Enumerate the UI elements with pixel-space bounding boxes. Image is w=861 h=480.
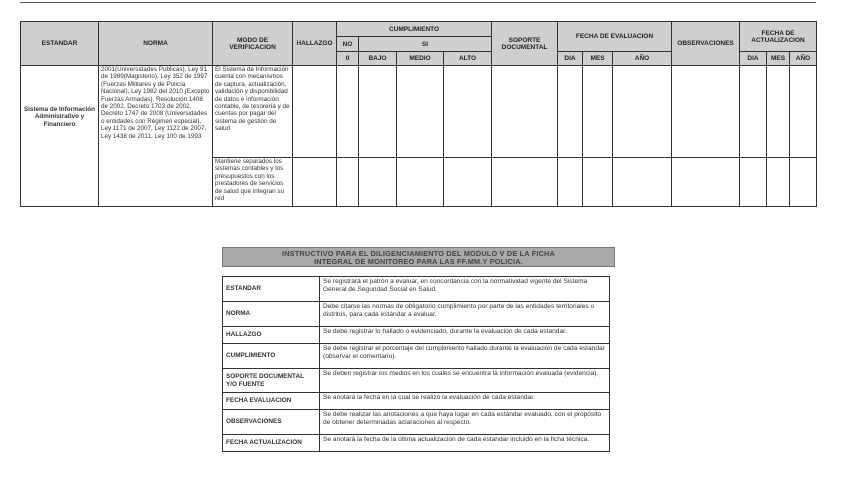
instr-desc: Se debe realizar las anotaciones a que haya lugar en cada estándar evaluado, con el propósito de obtener determinadas aclaraciones al respecto. [320, 410, 610, 435]
header-estandar: ESTANDAR [21, 22, 99, 66]
cell-no-2[interactable] [337, 158, 359, 207]
evaluation-table [20, 21, 817, 207]
instr-term: CUMPLIMIENTO [223, 344, 320, 369]
header-cumplimiento: CUMPLIMIENTO [337, 22, 492, 37]
instr-desc: Se anotará la fecha en la cual se realizó la evaluación de cada estándar. [320, 393, 610, 410]
cell-bajo-1[interactable] [359, 66, 397, 158]
instr-desc: Se registrará el patrón a evaluar, en concordancia con la normatividad vigente del Sistema General de Seguridad Social en Salud. [320, 277, 610, 302]
cell-anio-act-2[interactable] [790, 158, 817, 207]
cell-anio-1[interactable] [613, 66, 672, 158]
cell-norma: 2001(Universidades Publicas), Ley 91 de 1989(Magisterio), Ley 352 de 1997 (Fuerzas Militares y de Policía Nacional), Ley 1982 del 2010 (Excepto Fuerzas Armadas), Resolución 1408 de 2002, Decreto 1703 de 2002, Decreto 1747 de 2008 (Universidades o entidades con Régimen especial), Ley 1171 de 2007, Ley 1122 de 2007, Ley 1438 de 2011, Ley 100 de 1993 [99, 66, 213, 207]
header-observaciones: OBSERVACIONES [672, 22, 740, 66]
cell-no-1[interactable] [337, 66, 359, 158]
header-mes-actualizacion: MES [767, 52, 790, 66]
instr-desc: Se anotará la fecha de la última actualización de cada estandar incluido en la ficha técnica. [320, 435, 610, 452]
cell-mes-2[interactable] [583, 158, 613, 207]
cell-observaciones-2[interactable] [672, 158, 740, 207]
header-hallazgo: HALLAZGO [293, 22, 337, 66]
instr-term: FECHA ACTUALIZACION [223, 435, 320, 452]
cell-hallazgo-2[interactable] [293, 158, 337, 207]
header-anio: AÑO [613, 52, 672, 66]
cell-soporte-1[interactable] [492, 66, 558, 158]
header-anio-actualizacion: AÑO [790, 52, 817, 66]
top-rule [20, 2, 816, 3]
header-norma: NORMA [99, 22, 213, 66]
cell-dia-act-1[interactable] [740, 66, 767, 158]
instr-term: HALLAZGO [223, 327, 320, 344]
header-dia-actualizacion: DIA [740, 52, 767, 66]
header-fecha-evaluacion: FECHA DE EVALUACION [558, 22, 672, 52]
header-bajo: BAJO [359, 52, 397, 66]
header-zero: 0 [337, 52, 359, 66]
cell-medio-2[interactable] [397, 158, 444, 207]
header-alto: ALTO [444, 52, 492, 66]
cell-hallazgo-1[interactable] [293, 66, 337, 158]
cell-bajo-2[interactable] [359, 158, 397, 207]
cell-alto-2[interactable] [444, 158, 492, 207]
instructivo-title [222, 247, 615, 267]
cell-mes-1[interactable] [583, 66, 613, 158]
header-soporte-documental: SOPORTE DOCUMENTAL [492, 22, 558, 66]
cell-modo-1: El Sistema de Información cuenta con mecanismos de captura, actualización, validación y disponibilidad de datos e información contable, de tesorería y de cuentas por pagar del sistema de gestión de salud [213, 66, 293, 158]
instr-term: ESTANDAR [223, 277, 320, 302]
cell-mes-act-1[interactable] [767, 66, 790, 158]
cell-dia-act-2[interactable] [740, 158, 767, 207]
header-modo-verificacion: MODO DE VERIFICACION [213, 22, 293, 66]
cell-modo-2: Mantiene separados los sistemas contables y los presupuestos con los prestadores de servicios de salud que integran su red [213, 158, 293, 207]
cell-dia-1[interactable] [558, 66, 583, 158]
header-si: SI [359, 37, 492, 52]
instr-desc: Se debe registrar el porcentaje del cumplimiento hallado durante la evaluación de cada estandar (observar el comentario). [320, 344, 610, 369]
cell-anio-act-1[interactable] [790, 66, 817, 158]
instr-term: SOPORTE DOCUMENTAL Y/O FUENTE [223, 369, 320, 393]
cell-estandar [21, 66, 99, 207]
cell-observaciones-1[interactable] [672, 66, 740, 158]
instr-term: OBSERVACIONES [223, 410, 320, 435]
header-mes: MES [583, 52, 613, 66]
instructivo-table [222, 276, 610, 452]
instr-term: FECHA EVALUACION [223, 393, 320, 410]
instructivo-title-line2: INTEGRAL DE MONITOREO PARA LAS FF.MM.Y POLICIA. [314, 257, 523, 266]
estandar-text: Sistema de Información Administrativo y Financiero [23, 106, 96, 128]
instr-desc: Se deben registrar los medios en los cuales se encuentra la información evaluada (evidencia). [320, 369, 610, 393]
cell-dia-2[interactable] [558, 158, 583, 207]
header-no: NO [337, 37, 359, 52]
cell-medio-1[interactable] [397, 66, 444, 158]
instructivo-title-line1: INSTRUCTIVO PARA EL DILIGENCIAMIENTO DEL MODULO V DE LA FICHA [281, 249, 555, 258]
cell-anio-2[interactable] [613, 158, 672, 207]
header-fecha-actualizacion: FECHA DE ACTUALIZACION [740, 22, 817, 52]
instr-term: NORMA [223, 302, 320, 327]
header-dia: DIA [558, 52, 583, 66]
cell-mes-act-2[interactable] [767, 158, 790, 207]
instr-desc: Debe citarse las normas de obligatorio cumplimiento por parte de las entidades territoriales o distritos, para cada estándar a evaluar. [320, 302, 610, 327]
cell-alto-1[interactable] [444, 66, 492, 158]
instr-desc: Se debe registrar lo hallado o evidenciado, durante la evaluación de cada estandar. [320, 327, 610, 344]
header-medio: MEDIO [397, 52, 444, 66]
cell-soporte-2[interactable] [492, 158, 558, 207]
